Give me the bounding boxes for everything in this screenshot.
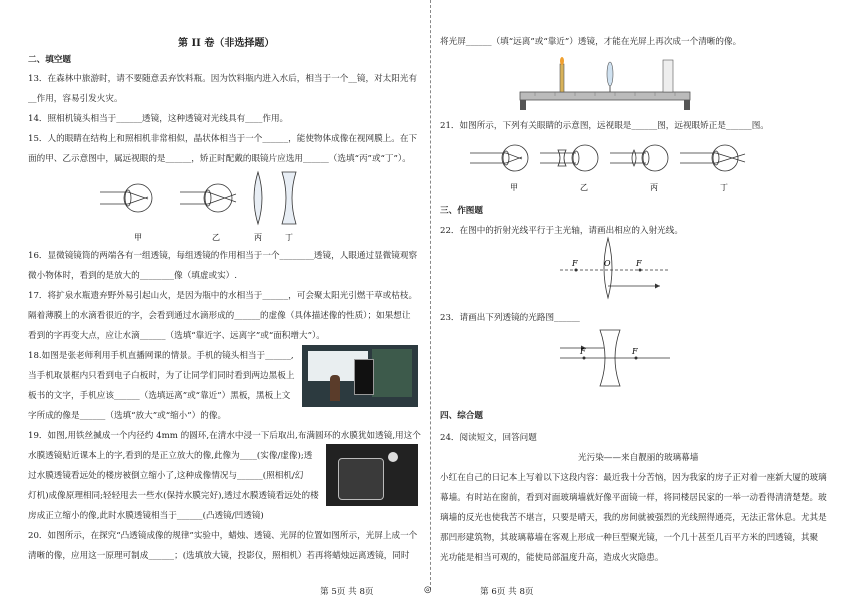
- q24-para-line4: 那凹形建筑物，其玻璃幕墙在客观上形成一种巨型聚光镜，一个几十甚至几百平方米的凹透镜，其聚: [440, 533, 819, 543]
- fig21-label-ding: 丁: [720, 183, 728, 192]
- q15-line1: 15．人的眼睛在结构上和照相机非常相似，晶状体相当于一个______，能使物体成像在视网膜上。在下: [28, 134, 418, 144]
- q17-line3: 看到的字再变大点，应让水滴______（选填“靠近字、远离字”或“面积增大”）。: [28, 331, 325, 341]
- fig21-label-bing: 丙: [650, 183, 658, 192]
- q24-para-line3: 璃墙的反光也使我苦不堪言，只要是晴天，我的房间就被强烈的光线照得通亮，无法正常休息。尤其是: [440, 513, 827, 523]
- q19-line5: 房成正立缩小的像,此时水膜透镜相当于______(凸透镜/凹透镜): [28, 511, 264, 521]
- q17-line2: 隔着薄膜上的水滴看很近的字，会看到通过水滴形成的______的虚像（具体描述像的性质）；如果想让: [28, 311, 411, 321]
- q21-eye-diagrams: [470, 136, 760, 194]
- fig15-label-bing: 丙: [254, 233, 262, 242]
- column-divider: [430, 0, 431, 590]
- q16-line2: 微小物体时，看到的是放大的________像（填虚或实）.: [28, 271, 237, 281]
- footer-separator: ◎: [424, 585, 432, 595]
- q19-water-film-photo: [326, 444, 418, 506]
- section-heading-drawing: 三、作图题: [440, 206, 483, 216]
- q18-line1: 18.如图是张老师利用手机直播网课的情景。手机的镜头相当于______,: [28, 351, 294, 361]
- fig21-label-yi: 乙: [580, 183, 588, 192]
- q23-concave-lens-diagram: [560, 326, 670, 390]
- footer-page-left: 第 5页 共 8页: [320, 587, 374, 597]
- q24-line: 24．阅读短文，回答问题: [440, 433, 537, 443]
- q18-line4: 字所成的像是______（选填“放大”或“缩小”）的像。: [28, 411, 227, 421]
- q22-focus-right: F: [636, 259, 642, 268]
- fig15-label-ding: 丁: [285, 233, 293, 242]
- q13-line2: __作用，容易引发火灾。: [28, 94, 123, 104]
- fig15-label-yi: 乙: [212, 233, 220, 242]
- q22-convex-lens-diagram: [560, 236, 670, 300]
- q19-line3: 过水膜透镜看远处的楼房被倒立缩小了,这种成像情况与______(照相机/幻: [28, 471, 304, 481]
- q22-optical-center: O: [604, 259, 611, 268]
- q24-para-line1: 小红在自己的日记本上写着以下这段内容：最近我十分苦恼，因为我家的房子正对着一座新大厦的玻璃: [440, 473, 827, 483]
- q21-line: 21．如图所示，下列有关眼睛的示意图，远视眼是______图，远视眼矫正是______图。: [440, 121, 769, 131]
- q19-line2: 水膜透镜贴近课本上的字,看到的是正立放大的像,此像为____(实像/虚像);透: [28, 451, 313, 461]
- fig15-label-jia: 甲: [134, 233, 142, 242]
- q19-line4: 灯机)成像原理相同;轻轻甩去一些水(保持水膜完好),透过水膜透镜看远处的楼: [28, 491, 319, 501]
- q13-line1: 13．在森林中旅游时，请不要随意丢弃饮料瓶。因为饮料瓶内进入水后，相当于一个__镜，对太阳光有: [28, 74, 418, 84]
- q20-line2: 清晰的像，应用这一原理可制成______；(选填放大镜，投影仪，照相机）若再将蜡烛远离透镜，同时: [28, 551, 410, 561]
- q16-line1: 16．显微镜镜筒的两端各有一组透镜，每组透镜的作用相当于一个________透镜，人眼通过显微镜观察: [28, 251, 418, 261]
- fig21-label-jia: 甲: [510, 183, 518, 192]
- q18-line2: 当手机取景框内只看到电子白板时，为了让同学们同时看到两边黑板上: [28, 371, 295, 381]
- q18-line3: 板书的文字，手机应该______（选填远离”或“靠近”）黑板，黑板上文: [28, 391, 291, 401]
- q22-line: 22．在图中的折射光线平行于主光轴，请画出相应的入射光线。: [440, 226, 683, 236]
- q23-focus-right: F: [632, 347, 638, 356]
- footer-page-right: 第 6页 共 8页: [480, 587, 534, 597]
- section-heading-fill-blank: 二、填空题: [28, 55, 71, 65]
- q17-line1: 17．将扩泉水瓶遗弃野外易引起山火，是因为瓶中的水相当于______，可会聚太阳光引燃干草或枯枝。: [28, 291, 418, 301]
- q20-line1: 20．如图所示，在探究“凸透镜成像的规律”实验中，蜡烛、透镜、光屏的位置如图所示，光屏上成一个: [28, 531, 418, 541]
- q24-article-title: 光污染——来自靓丽的玻璃幕墙: [578, 453, 699, 463]
- q24-para-line2: 幕墙。有时站在窗前，看到对面玻璃墙就好像平面镜一样，将同楼居民家的一举一动看得清清楚楚。玻: [440, 493, 827, 503]
- page-title: 第 II 卷（非选择题）: [178, 38, 275, 49]
- q15-line2: 面的甲、乙示意图中，属远视眼的是______，矫正时配戴的眼镜片应选用______（选填“丙”或“丁”）。: [28, 154, 411, 164]
- q22-focus-left: F: [572, 259, 578, 268]
- q24-para-line5: 光功能是相当可观的，能使局部温度升高，造成火灾隐患。: [440, 553, 664, 563]
- q14-line: 14．照相机镜头相当于______透镜，这种透镜对光线具有____作用。: [28, 114, 289, 124]
- section-heading-comprehensive: 四、综合题: [440, 411, 483, 421]
- q23-focus-left: F: [580, 347, 586, 356]
- q20-line3: 将光屏______（填“远离”或“靠近”）透镜，才能在光屏上再次成一个清晰的像。: [440, 37, 742, 47]
- q18-classroom-photo: [302, 345, 418, 407]
- q20-optical-bench: [515, 52, 695, 112]
- q23-line: 23．请画出下列透镜的光路图______: [440, 313, 580, 323]
- q15-eye-diagrams: [98, 168, 308, 243]
- q19-line1: 19．如图,用铁丝揻成一个内径约 4mm 的圆环,在清水中浸一下后取出,布满圆环的水膜犹如透镜,用这个: [28, 431, 421, 441]
